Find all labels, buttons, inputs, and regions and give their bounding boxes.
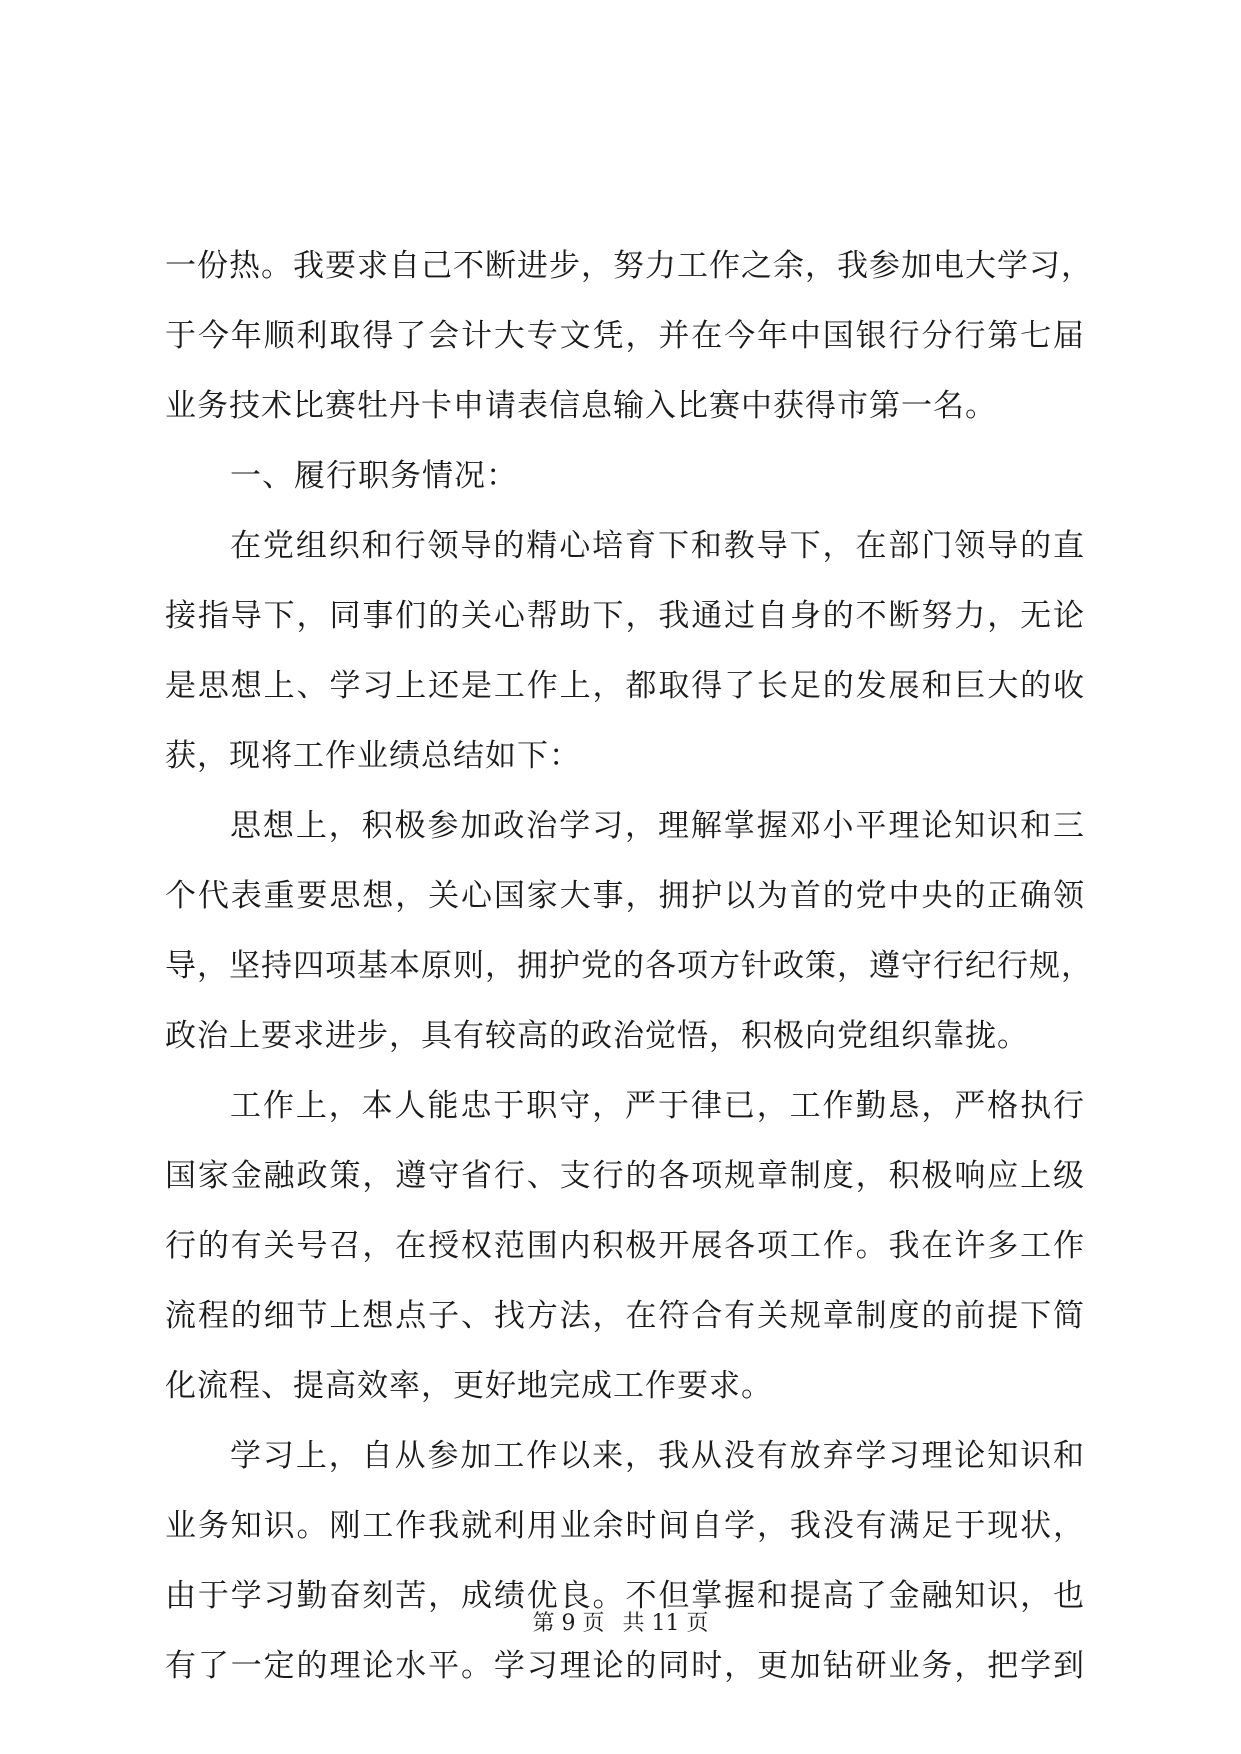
text-line: 有了一定的理论水平。学习理论的同时，更加钻研业务，把学到 <box>165 1648 1085 1684</box>
text-line: 政治上要求进步，具有较高的政治觉悟，积极向党组织靠拢。 <box>165 1018 1029 1054</box>
text-line: 于今年顺利取得了会计大专文凭，并在今年中国银行分行第七届 <box>165 318 1085 354</box>
text-line: 一份热。我要求自己不断进步，努力工作之余，我参加电大学习， <box>165 248 1093 284</box>
total-pages: 共 11 页 <box>622 1611 709 1636</box>
text-line: 由于学习勤奋刻苦，成绩优良。不但掌握和提高了金融知识，也 <box>165 1578 1085 1614</box>
page-number: 第 9 页 <box>532 1611 605 1636</box>
text-line: 化流程、提高效率，更好地完成工作要求。 <box>165 1368 773 1404</box>
text-line: 是思想上、学习上还是工作上，都取得了长足的发展和巨大的收 <box>165 668 1085 704</box>
text-line: 工作上，本人能忠于职守，严于律已，工作勤恳，严格执行 <box>230 1088 1085 1124</box>
text-line: 导，坚持四项基本原则，拥护党的各项方针政策，遵守行纪行规， <box>165 948 1093 984</box>
text-line: 在党组织和行领导的精心培育下和教导下，在部门领导的直 <box>230 528 1085 564</box>
text-line: 业务知识。刚工作我就利用业余时间自学，我没有满足于现状， <box>165 1508 1085 1544</box>
document-body <box>165 231 1093 1701</box>
text-line: 思想上，积极参加政治学习，理解掌握邓小平理论知识和三 <box>230 808 1085 844</box>
text-line: 接指导下，同事们的关心帮助下，我通过自身的不断努力，无论 <box>165 598 1085 634</box>
text-line: 行的有关号召，在授权范围内积极开展各项工作。我在许多工作 <box>165 1228 1085 1264</box>
text-line: 一、履行职务情况： <box>230 458 518 494</box>
text-line: 业务技术比赛牡丹卡申请表信息输入比赛中获得市第一名。 <box>165 388 997 424</box>
text-line: 国家金融政策，遵守省行、支行的各项规章制度，积极响应上级 <box>165 1158 1085 1194</box>
text-line: 流程的细节上想点子、找方法，在符合有关规章制度的前提下简 <box>165 1298 1085 1334</box>
text-line: 学习上，自从参加工作以来，我从没有放弃学习理论知识和 <box>230 1438 1085 1474</box>
page-footer <box>0 1610 1241 1638</box>
text-line: 个代表重要思想，关心国家大事，拥护以为首的党中央的正确领 <box>165 878 1085 914</box>
text-line: 获，现将工作业绩总结如下： <box>165 738 581 774</box>
